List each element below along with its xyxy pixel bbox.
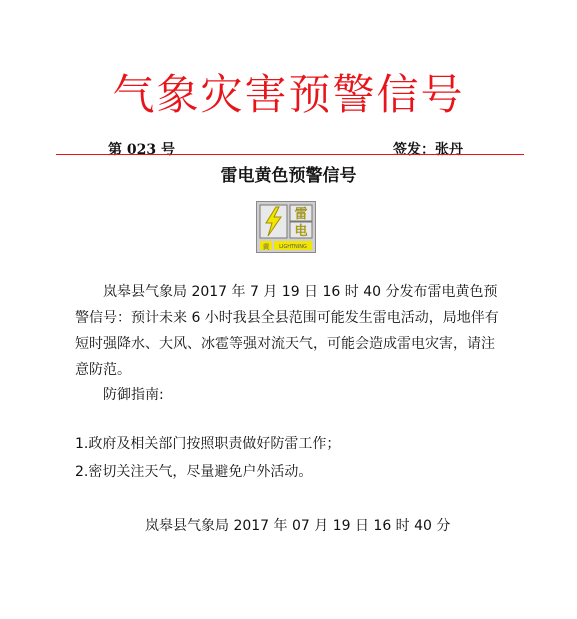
icon-char-top: 雷 <box>294 207 308 222</box>
icon-label-bottom: LIGHTNING <box>279 244 307 250</box>
icon-char-left: 黄 <box>262 243 270 251</box>
signal-title: 雷电黄色预警信号 <box>220 166 357 186</box>
document-title: 气象灾害预警信号 <box>112 70 465 119</box>
issue-number: 第 023 号 <box>108 142 175 158</box>
warning-body-paragraph: 岚皋县气象局 2017 年 7 月 19 日 16 时 40 分发布雷电黄色预警信号：预计未来 6 小时我县全县范围可能发生雷电活动，局地伴有短时强降水、大风、冰雹等强对流天气，可能会造成雷电灾害，请注意防范。 <box>75 284 499 378</box>
guide-item-1: 1.政府及相关部门按照职责做好防雷工作； <box>75 436 341 452</box>
signer: 签发：张丹 <box>393 142 463 158</box>
red-divider <box>56 154 524 155</box>
lightning-yellow-warning-icon <box>256 201 316 253</box>
icon-char-mid: 电 <box>294 224 308 239</box>
warning-body <box>75 279 505 383</box>
guide-heading: 防御指南: <box>103 387 164 403</box>
guide-item-2: 2.密切关注天气，尽量避免户外活动。 <box>75 464 313 480</box>
footer-signature: 岚皋县气象局 2017 年 07 月 19 日 16 时 40 分 <box>145 518 451 534</box>
